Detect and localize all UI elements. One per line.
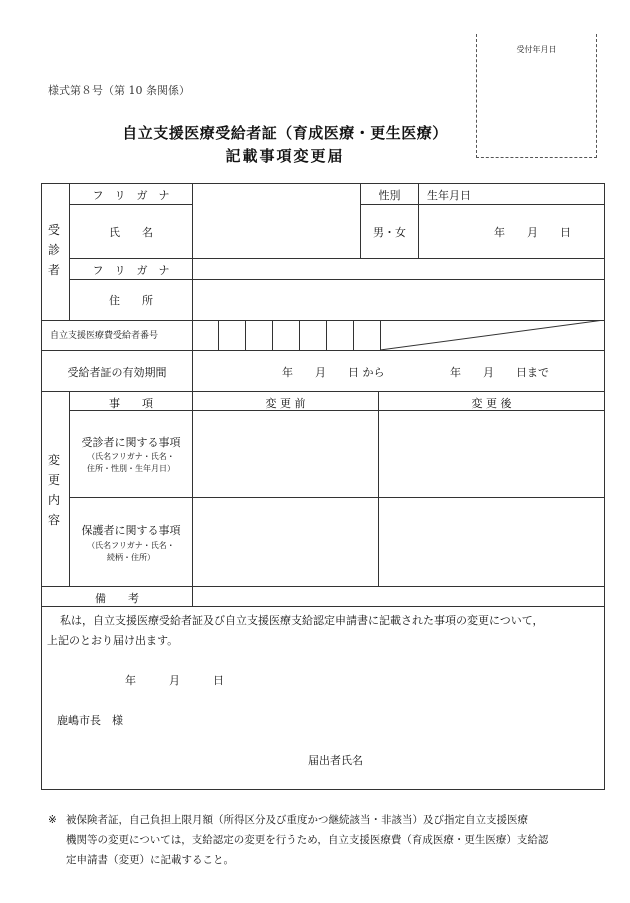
form-number: 様式第８号（第 10 条関係） xyxy=(48,84,190,97)
name-label: 氏 名 xyxy=(109,226,153,239)
address-label: 住 所 xyxy=(109,294,153,307)
sex-value: 男・女 xyxy=(373,226,406,239)
table-border xyxy=(604,183,605,790)
table-rule xyxy=(41,606,604,607)
table-rule xyxy=(326,320,327,350)
form-subtitle: 記載事項変更届 xyxy=(225,147,345,165)
table-rule xyxy=(69,204,192,205)
patient-section-label xyxy=(46,220,62,280)
footnote xyxy=(48,810,608,870)
section-char: 更 xyxy=(47,473,60,487)
table-rule xyxy=(69,258,604,259)
section-char: 変 xyxy=(47,453,60,467)
table-rule xyxy=(41,391,604,392)
table-rule xyxy=(353,320,354,350)
declaration-line2: 上記のとおり届け出ます。 xyxy=(47,634,179,647)
section-char: 内 xyxy=(47,493,60,507)
declaration-date: 年 月 日 xyxy=(125,674,224,687)
section-char: 受 xyxy=(47,223,60,237)
table-rule xyxy=(360,204,604,205)
detail-line: 住所・性別・生年月日） xyxy=(87,464,175,473)
patient-matters-title: 受診者に関する事項 xyxy=(81,436,181,449)
changes-section-label xyxy=(46,450,62,530)
receipt-date-label: 受付年月日 xyxy=(516,45,557,54)
table-border xyxy=(41,183,42,790)
note-mark: ※ xyxy=(48,814,57,826)
table-border xyxy=(41,183,604,184)
recipient-number-label: 自立支援医療費受給者番号 xyxy=(50,331,159,341)
dob-value: 年 月 日 xyxy=(494,226,571,239)
col-before-header: 変 更 前 xyxy=(265,397,306,410)
table-rule xyxy=(192,183,193,391)
applicant-name-label: 届出者氏名 xyxy=(308,754,363,767)
detail-line: （氏名フリガナ・氏名・ xyxy=(87,452,175,461)
table-border xyxy=(41,789,604,790)
table-rule xyxy=(69,497,604,498)
section-char: 容 xyxy=(47,513,60,527)
table-rule xyxy=(41,586,604,587)
section-char: 診 xyxy=(47,243,60,257)
col-after-header: 変 更 後 xyxy=(471,397,512,410)
validity-from: 年 月 日 から xyxy=(282,366,385,379)
addressee: 鹿嶋市長 様 xyxy=(57,714,123,727)
guardian-matters-title: 保護者に関する事項 xyxy=(81,524,181,537)
table-rule xyxy=(418,183,419,258)
validity-to: 年 月 日まで xyxy=(450,366,549,379)
note-line: 機関等の変更については，支給認定の変更を行うため，自立支援医療費（育成医療・更生医療）支給認 xyxy=(66,834,549,846)
validity-label: 受給者証の有効期間 xyxy=(67,366,167,379)
detail-line: （氏名フリガナ・氏名・ xyxy=(87,541,175,550)
furigana-label-address: フ リ ガ ナ xyxy=(92,264,170,277)
furigana-label: フ リ ガ ナ xyxy=(92,189,170,202)
col-item-header: 事 項 xyxy=(109,397,153,410)
sex-header: 性別 xyxy=(378,189,401,202)
table-rule xyxy=(192,391,193,606)
declaration-line1: 私は，自立支援医療受給者証及び自立支援医療支給認定申請書に記載された事項の変更について， xyxy=(60,614,544,627)
note-line: 定申請書（変更）に記載すること。 xyxy=(66,854,234,866)
table-rule xyxy=(69,279,604,280)
guardian-matters-detail xyxy=(70,540,192,564)
table-rule xyxy=(299,320,300,350)
dob-header: 生年月日 xyxy=(427,189,471,202)
detail-line: 続柄・住所） xyxy=(107,553,155,562)
recipient-number-diagonal xyxy=(380,320,605,351)
table-rule xyxy=(378,391,379,586)
table-rule xyxy=(272,320,273,350)
form-title: 自立支援医療受給者証（育成医療・更生医療） xyxy=(122,124,448,142)
note-line: 被保険者証，自己負担上限月額（所得区分及び重度かつ継続該当・非該当）及び指定自立支援医療 xyxy=(66,814,528,826)
table-rule xyxy=(218,320,219,350)
table-rule xyxy=(245,320,246,350)
section-char: 者 xyxy=(47,263,60,277)
remarks-label: 備 考 xyxy=(95,592,139,605)
patient-matters-detail xyxy=(70,451,192,475)
